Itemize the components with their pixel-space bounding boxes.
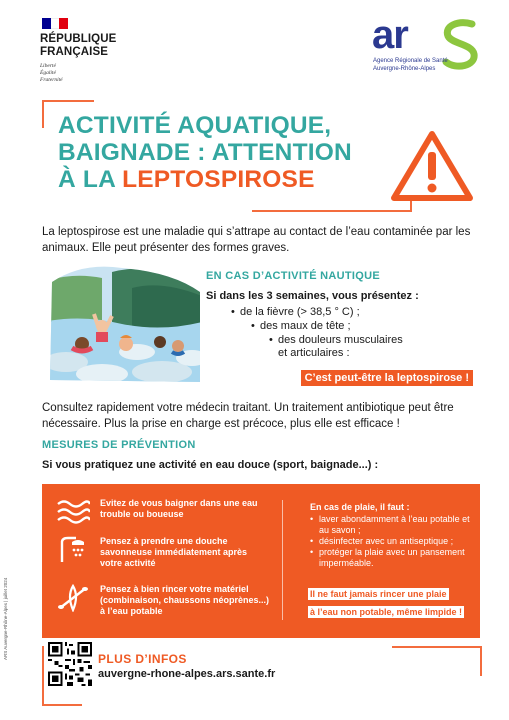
prevention-item-text: Pensez à prendre une douche savonneuse immédiatement après votre activité bbox=[100, 536, 248, 568]
consult-text: Consultez rapidement votre médecin traitant. Un traitement antibiotique peut être nécessaire. Plus la prise en charge est précoce, plus elle est efficace ! bbox=[42, 402, 454, 430]
rf-line2: FRANÇAISE bbox=[40, 45, 108, 58]
info-url-link[interactable]: auvergne-rhone-alpes.ars.sante.fr bbox=[98, 668, 276, 680]
shower-icon bbox=[56, 536, 90, 564]
plaie-heading: En cas de plaie, il faut : bbox=[310, 502, 410, 512]
motto-egalite: Égalité bbox=[40, 70, 56, 76]
side-credit: ARS Auvergne-Rhône-Alpes | juillet 2024 bbox=[3, 577, 8, 660]
svg-text:ar: ar bbox=[372, 18, 408, 57]
ars-region: Auvergne-Rhône-Alpes bbox=[373, 66, 436, 72]
panel-divider bbox=[282, 500, 283, 620]
title-line3 bbox=[58, 166, 352, 193]
intro-text: La leptospirose est une maladie qui s’attrape au contact de l’eau contaminée par les animaux. Elle peut présenter des formes graves. bbox=[42, 226, 471, 254]
ars-logo bbox=[372, 18, 487, 78]
never-line1: Il ne faut jamais rincer une plaie bbox=[310, 589, 447, 599]
prevention-item-text: Pensez à bien rincer votre matériel (combinaison, chaussons néoprènes...) à l’eau potable bbox=[100, 584, 270, 616]
title-frame bbox=[42, 100, 412, 212]
rf-line1: RÉPUBLIQUE bbox=[40, 33, 117, 45]
leptospirose-alert: C’est peut-être la leptospirose ! bbox=[301, 370, 473, 386]
motto-liberte: Liberté bbox=[40, 63, 56, 69]
symptom-item-continuation: et articulaires : bbox=[278, 347, 350, 359]
footer-corner-right bbox=[392, 646, 482, 676]
plaie-item: • protéger la plaie avec un pansement imperméable. bbox=[310, 547, 470, 569]
symptom-item: • de la fièvre (> 38,5 ° C) ; bbox=[240, 306, 360, 319]
prevention-item bbox=[56, 536, 270, 569]
symptom-item: • des maux de tête ; bbox=[260, 320, 351, 333]
nautique-lead: Si dans les 3 semaines, vous présentez : bbox=[206, 290, 419, 302]
prevention-item-text: Evitez de vous baigner dans une eau trouble ou boueuse bbox=[100, 498, 258, 519]
marianne-flag-icon bbox=[42, 18, 68, 29]
never-rinse-warning bbox=[308, 584, 474, 620]
waves-icon bbox=[56, 498, 90, 526]
title-line3-prefix: À LA bbox=[58, 166, 123, 193]
rf-motto bbox=[40, 63, 150, 84]
prevention-lead: Si vous pratiquez une activité en eau douce (sport, baignade...) : bbox=[42, 459, 379, 471]
qr-code-icon[interactable] bbox=[48, 642, 92, 686]
prevention-heading: MESURES DE PRÉVENTION bbox=[42, 439, 196, 451]
republique-francaise-logo bbox=[40, 18, 150, 84]
plaie-list bbox=[310, 514, 470, 569]
plaie-item: • laver abondamment à l’eau potable et au savon ; bbox=[310, 514, 470, 536]
prevention-item bbox=[56, 498, 270, 526]
prevention-item bbox=[56, 584, 270, 617]
ars-agency-name: Agence Régionale de Santé bbox=[373, 58, 448, 64]
never-line2: à l’eau non potable, même limpide ! bbox=[310, 607, 463, 617]
symptom-item: • des douleurs musculaires bbox=[278, 334, 403, 347]
title-highlight: LEPTOSPIROSE bbox=[122, 166, 315, 193]
motto-fraternite: Fraternité bbox=[40, 77, 63, 83]
prevention-panel bbox=[42, 484, 480, 638]
kayak-icon bbox=[56, 584, 90, 612]
plus-infos-heading: PLUS D’INFOS bbox=[98, 652, 187, 666]
title-line1: ACTIVITÉ AQUATIQUE, bbox=[58, 112, 332, 139]
page-title bbox=[58, 112, 352, 193]
plaie-item: • désinfecter avec un antiseptique ; bbox=[310, 536, 470, 547]
nautique-heading: EN CAS D’ACTIVITÉ NAUTIQUE bbox=[206, 270, 381, 282]
swimmers-illustration bbox=[42, 262, 202, 387]
title-line2: BAIGNADE : ATTENTION bbox=[58, 139, 352, 166]
warning-triangle-icon bbox=[388, 128, 476, 204]
